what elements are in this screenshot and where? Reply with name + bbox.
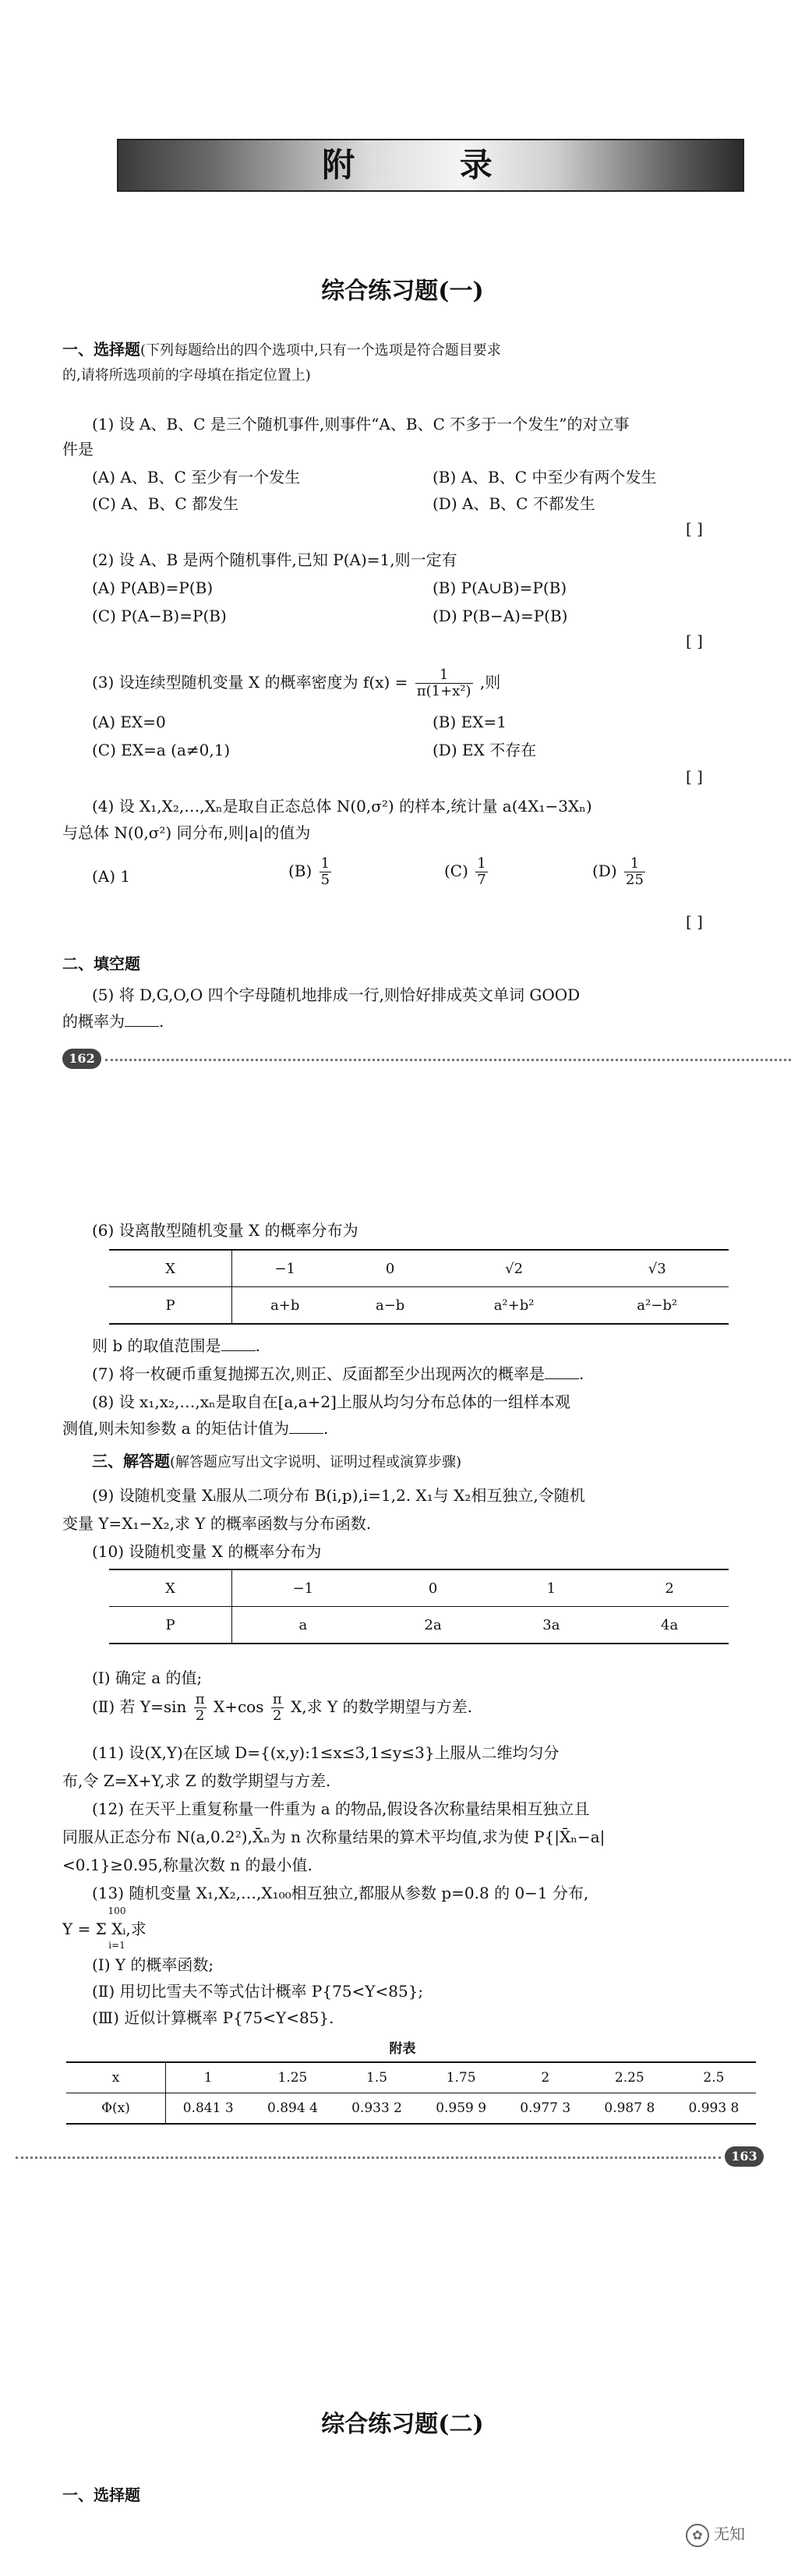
q3-density-fraction <box>415 667 473 699</box>
part1-instr-b: 的,请将所选项前的字母填在指定位置上) <box>62 367 311 384</box>
q3-stem <box>92 667 500 699</box>
q13-line-b: Y = Σ Xᵢ,求 <box>62 1920 147 1938</box>
q4-option-b <box>288 856 334 888</box>
phi-h1: 1 <box>166 2062 251 2093</box>
banner-title: 附 录 <box>322 146 539 184</box>
phi-h3: 1.5 <box>366 2070 388 2086</box>
q4-stem-a: (4) 设 X₁,X₂,…,Xₙ是取自正态总体 N(0,σ²) 的样本,统计量 a(4X₁−3Xₙ) <box>92 797 592 816</box>
phi-r6: 0.987 8 <box>604 2100 655 2116</box>
q1-option-d: (D) A、B、C 不都发生 <box>433 494 595 513</box>
phi-r7: 0.993 8 <box>688 2100 740 2116</box>
q11-line-b: 布,令 Z=X+Y,求 Z 的数学期望与方差. <box>62 1771 331 1790</box>
q8-end: . <box>323 1419 329 1438</box>
q10-ii-b: X+cos <box>213 1697 264 1716</box>
phi-header-row <box>66 2062 756 2093</box>
q6-r2: a−b <box>375 1297 405 1314</box>
q6-table <box>109 1249 729 1325</box>
q4-c-num: 1 <box>477 855 486 872</box>
q9-line-b: 变量 Y=X₁−X₂,求 Y 的概率函数与分布函数. <box>62 1514 372 1533</box>
q4-b-num: 1 <box>320 855 330 872</box>
phi-r0: Φ(x) <box>101 2100 130 2116</box>
q1-option-a: (A) A、B、C 至少有一个发生 <box>92 468 301 487</box>
q4-b-fraction <box>320 856 331 888</box>
q5-text-c: . <box>159 1012 164 1031</box>
phi-h4: 1.75 <box>446 2070 476 2086</box>
q10-r2: 2a <box>424 1616 442 1633</box>
q4-c-fraction <box>475 856 487 888</box>
watermark <box>686 2521 745 2547</box>
q13-line-a: (13) 随机变量 X₁,X₂,…,X₁₀₀相互独立,都服从参数 p=0.8 的 0−1 分布, <box>92 1884 589 1902</box>
q10-value-row <box>109 1607 729 1644</box>
phi-h0: x <box>111 2070 120 2086</box>
q10-part-ii <box>92 1692 472 1724</box>
q7-text: (7) 将一枚硬币重复抛掷五次,则正、反面都至少出现两次的概率是 <box>92 1364 545 1383</box>
watermark-text: 无知 <box>714 2525 745 2543</box>
q11-line-a: (11) 设(X,Y)在区域 D={(x,y):1≤x≤3,1≤y≤3}上服从二维均匀分 <box>92 1743 560 1762</box>
q2-option-c: (C) P(A−B)=P(B) <box>92 607 227 625</box>
q4-option-d <box>592 856 648 888</box>
q6-h2: 0 <box>385 1260 395 1277</box>
q7-blank <box>545 1378 579 1379</box>
q10-h4: 2 <box>665 1580 674 1597</box>
part3-heading: 三、解答题 <box>92 1452 170 1470</box>
q6-h0: X <box>165 1260 175 1277</box>
phi-h5: 2 <box>541 2070 550 2086</box>
q6-h4: √3 <box>648 1260 666 1277</box>
q7-line <box>92 1363 584 1385</box>
section2-title: 综合练习题(二) <box>321 2411 484 2438</box>
part1-instr-a: (下列每题给出的四个选项中,只有一个选项是符合题目要求 <box>140 342 501 359</box>
q4-d-num: 1 <box>624 856 645 872</box>
q13-sum-bot: i=1 <box>108 1940 125 1951</box>
phi-value-row <box>66 2093 756 2125</box>
q1-answer-bracket: [ ] <box>686 519 703 538</box>
page-divider-2 <box>16 2157 721 2159</box>
q10-table <box>109 1569 729 1644</box>
q1-option-c: (C) A、B、C 都发生 <box>92 494 239 513</box>
part3-heading-line <box>92 1450 461 1474</box>
q4-d-den: 25 <box>626 872 644 888</box>
q4-option-d-label: (D) <box>592 862 617 880</box>
q4-c-den: 7 <box>477 872 486 888</box>
q3-num: 1 <box>415 667 473 684</box>
phi-h2: 1.25 <box>277 2070 308 2086</box>
page-divider-1 <box>105 1059 791 1061</box>
q4-stem-b: 与总体 N(0,σ²) 同分布,则|a|的值为 <box>62 823 311 842</box>
phi-h6: 2.25 <box>614 2070 644 2086</box>
q10-h2: 0 <box>428 1580 438 1597</box>
q6-after <box>92 1335 260 1357</box>
part1-heading: 一、选择题 <box>62 340 140 359</box>
appendix-table-title: 附表 <box>389 2041 416 2057</box>
q6-blank <box>221 1350 256 1351</box>
q2-option-b: (B) P(A∪B)=P(B) <box>433 579 567 597</box>
q6-h3: √2 <box>505 1260 524 1277</box>
page-number-162: 162 <box>62 1049 101 1069</box>
q10-r4: 4a <box>661 1616 679 1633</box>
q6-r4: a²−b² <box>637 1297 678 1314</box>
q3-option-b: (B) EX=1 <box>433 713 507 731</box>
q5-line-b <box>62 1010 164 1032</box>
q3-stem-a: (3) 设连续型随机变量 X 的概率密度为 f(x) = <box>92 673 408 692</box>
q2-option-d: (D) P(B−A)=P(B) <box>433 607 568 625</box>
q6-r1: a+b <box>232 1287 338 1325</box>
q1-stem-a: (1) 设 A、B、C 是三个随机事件,则事件“A、B、C 不多于一个发生”的对立事 <box>92 415 630 433</box>
q10-pi-den-2: 2 <box>273 1707 282 1724</box>
q7-end: . <box>579 1364 584 1383</box>
q4-b-den: 5 <box>320 872 330 888</box>
q3-den: π(1+x²) <box>416 683 471 699</box>
q5-line-a: (5) 将 D,G,O,O 四个字母随机地排成一行,则恰好排成英文单词 GOOD <box>92 985 581 1004</box>
q10-ii-c: X,求 Y 的数学期望与方差. <box>291 1697 472 1716</box>
q12-line-b: 同服从正态分布 N(a,0.2²),X̄ₙ为 n 次称量结果的算术平均值,求为使 P{|X̄ₙ−a| <box>62 1828 606 1846</box>
q6-stem: (6) 设离散型随机变量 X 的概率分布为 <box>92 1221 358 1240</box>
phi-r4: 0.959 9 <box>436 2100 487 2116</box>
q10-pi-frac-1 <box>194 1692 207 1724</box>
part2-heading: 二、填空题 <box>62 954 140 973</box>
q10-pi-frac-2 <box>271 1692 284 1724</box>
q10-part-i: (Ⅰ) 确定 a 的值; <box>92 1668 203 1687</box>
page-number-163: 163 <box>725 2146 764 2167</box>
q2-answer-bracket: [ ] <box>686 632 703 650</box>
q8-line-b <box>62 1417 328 1439</box>
phi-r1: 0.841 3 <box>166 2093 251 2125</box>
q2-stem: (2) 设 A、B 是两个随机事件,已知 P(A)=1,则一定有 <box>92 550 457 569</box>
q10-header-row <box>109 1569 729 1607</box>
q1-stem-b: 件是 <box>62 440 94 458</box>
q3-answer-bracket: [ ] <box>686 767 703 786</box>
q3-option-c: (C) EX=a (a≠0,1) <box>92 741 231 759</box>
q3-stem-b: ,则 <box>479 673 501 692</box>
q6-h1: −1 <box>232 1250 338 1287</box>
phi-r3: 0.933 2 <box>351 2100 402 2116</box>
q10-h0: X <box>165 1580 175 1597</box>
q10-h3: 1 <box>546 1580 556 1597</box>
q2-option-a: (A) P(AB)=P(B) <box>92 579 214 597</box>
q4-option-b-label: (B) <box>288 862 312 880</box>
q4-answer-bracket: [ ] <box>686 912 703 931</box>
q10-h1: −1 <box>232 1569 374 1607</box>
q10-pi-den-1: 2 <box>195 1707 205 1724</box>
q5-blank <box>125 1026 159 1027</box>
phi-table <box>66 2061 756 2125</box>
q10-stem: (10) 设随机变量 X 的概率分布为 <box>92 1542 322 1561</box>
q10-r1: a <box>232 1607 374 1644</box>
q1-option-b: (B) A、B、C 中至少有两个发生 <box>433 468 657 487</box>
q13-part-iii: (Ⅲ) 近似计算概率 P{75<Y<85}. <box>92 2008 334 2027</box>
q3-option-d: (D) EX 不存在 <box>433 741 537 759</box>
q13-sum-limits <box>94 1905 140 1916</box>
section2-part1-heading: 一、选择题 <box>62 2486 140 2504</box>
q6-end: . <box>255 1336 260 1355</box>
q4-option-c-label: (C) <box>444 862 468 880</box>
q12-line-c: <0.1}≥0.95,称量次数 n 的最小值. <box>62 1856 312 1874</box>
q6-value-row <box>109 1287 729 1325</box>
q8-blank <box>289 1433 323 1434</box>
q13-part-i: (Ⅰ) Y 的概率函数; <box>92 1955 214 1974</box>
q6-header-row <box>109 1250 729 1287</box>
q12-line-a: (12) 在天平上重复称量一件重为 a 的物品,假设各次称量结果相互独立且 <box>92 1799 590 1818</box>
q10-r3: 3a <box>542 1616 560 1633</box>
q3-option-a: (A) EX=0 <box>92 713 166 731</box>
q6-after-text: 则 b 的取值范围是 <box>92 1336 221 1355</box>
q13-part-ii: (Ⅱ) 用切比雪夫不等式估计概率 P{75<Y<85}; <box>92 1982 424 2001</box>
q4-option-c <box>444 856 490 888</box>
q10-pi-num-2: π <box>272 1691 282 1707</box>
q4-option-a: (A) 1 <box>92 867 131 886</box>
q4-d-fraction <box>624 856 645 888</box>
phi-r2: 0.894 4 <box>267 2100 318 2116</box>
q6-r3: a²+b² <box>493 1297 535 1314</box>
part1-heading-line <box>62 338 501 362</box>
appendix-banner <box>117 139 744 192</box>
q8-text-b: 测值,则未知参数 a 的矩估计值为 <box>62 1419 289 1438</box>
q8-line-a: (8) 设 x₁,x₂,…,xₙ是取自在[a,a+2]上服从均匀分布总体的一组样本观 <box>92 1392 570 1411</box>
phi-r5: 0.977 3 <box>520 2100 571 2116</box>
q5-text-b: 的概率为 <box>62 1012 125 1031</box>
q10-r0: P <box>165 1616 175 1633</box>
q9-line-a: (9) 设随机变量 Xᵢ服从二项分布 B(i,p),i=1,2. X₁与 X₂相互独立,令随机 <box>92 1486 585 1505</box>
wechat-icon: ✿ <box>686 2524 709 2547</box>
q6-r0: P <box>165 1297 175 1314</box>
q10-pi-num-1: π <box>195 1691 205 1707</box>
q13-sum-top: 100 <box>108 1905 126 1916</box>
part3-instr: (解答题应写出文字说明、证明过程或演算步骤) <box>170 1454 462 1470</box>
phi-h7: 2.5 <box>703 2070 725 2086</box>
section1-title: 综合练习题(一) <box>321 278 484 305</box>
q13-sum-bottom-wrap <box>94 1940 140 1951</box>
q10-ii-a: (Ⅱ) 若 Y=sin <box>92 1697 187 1716</box>
